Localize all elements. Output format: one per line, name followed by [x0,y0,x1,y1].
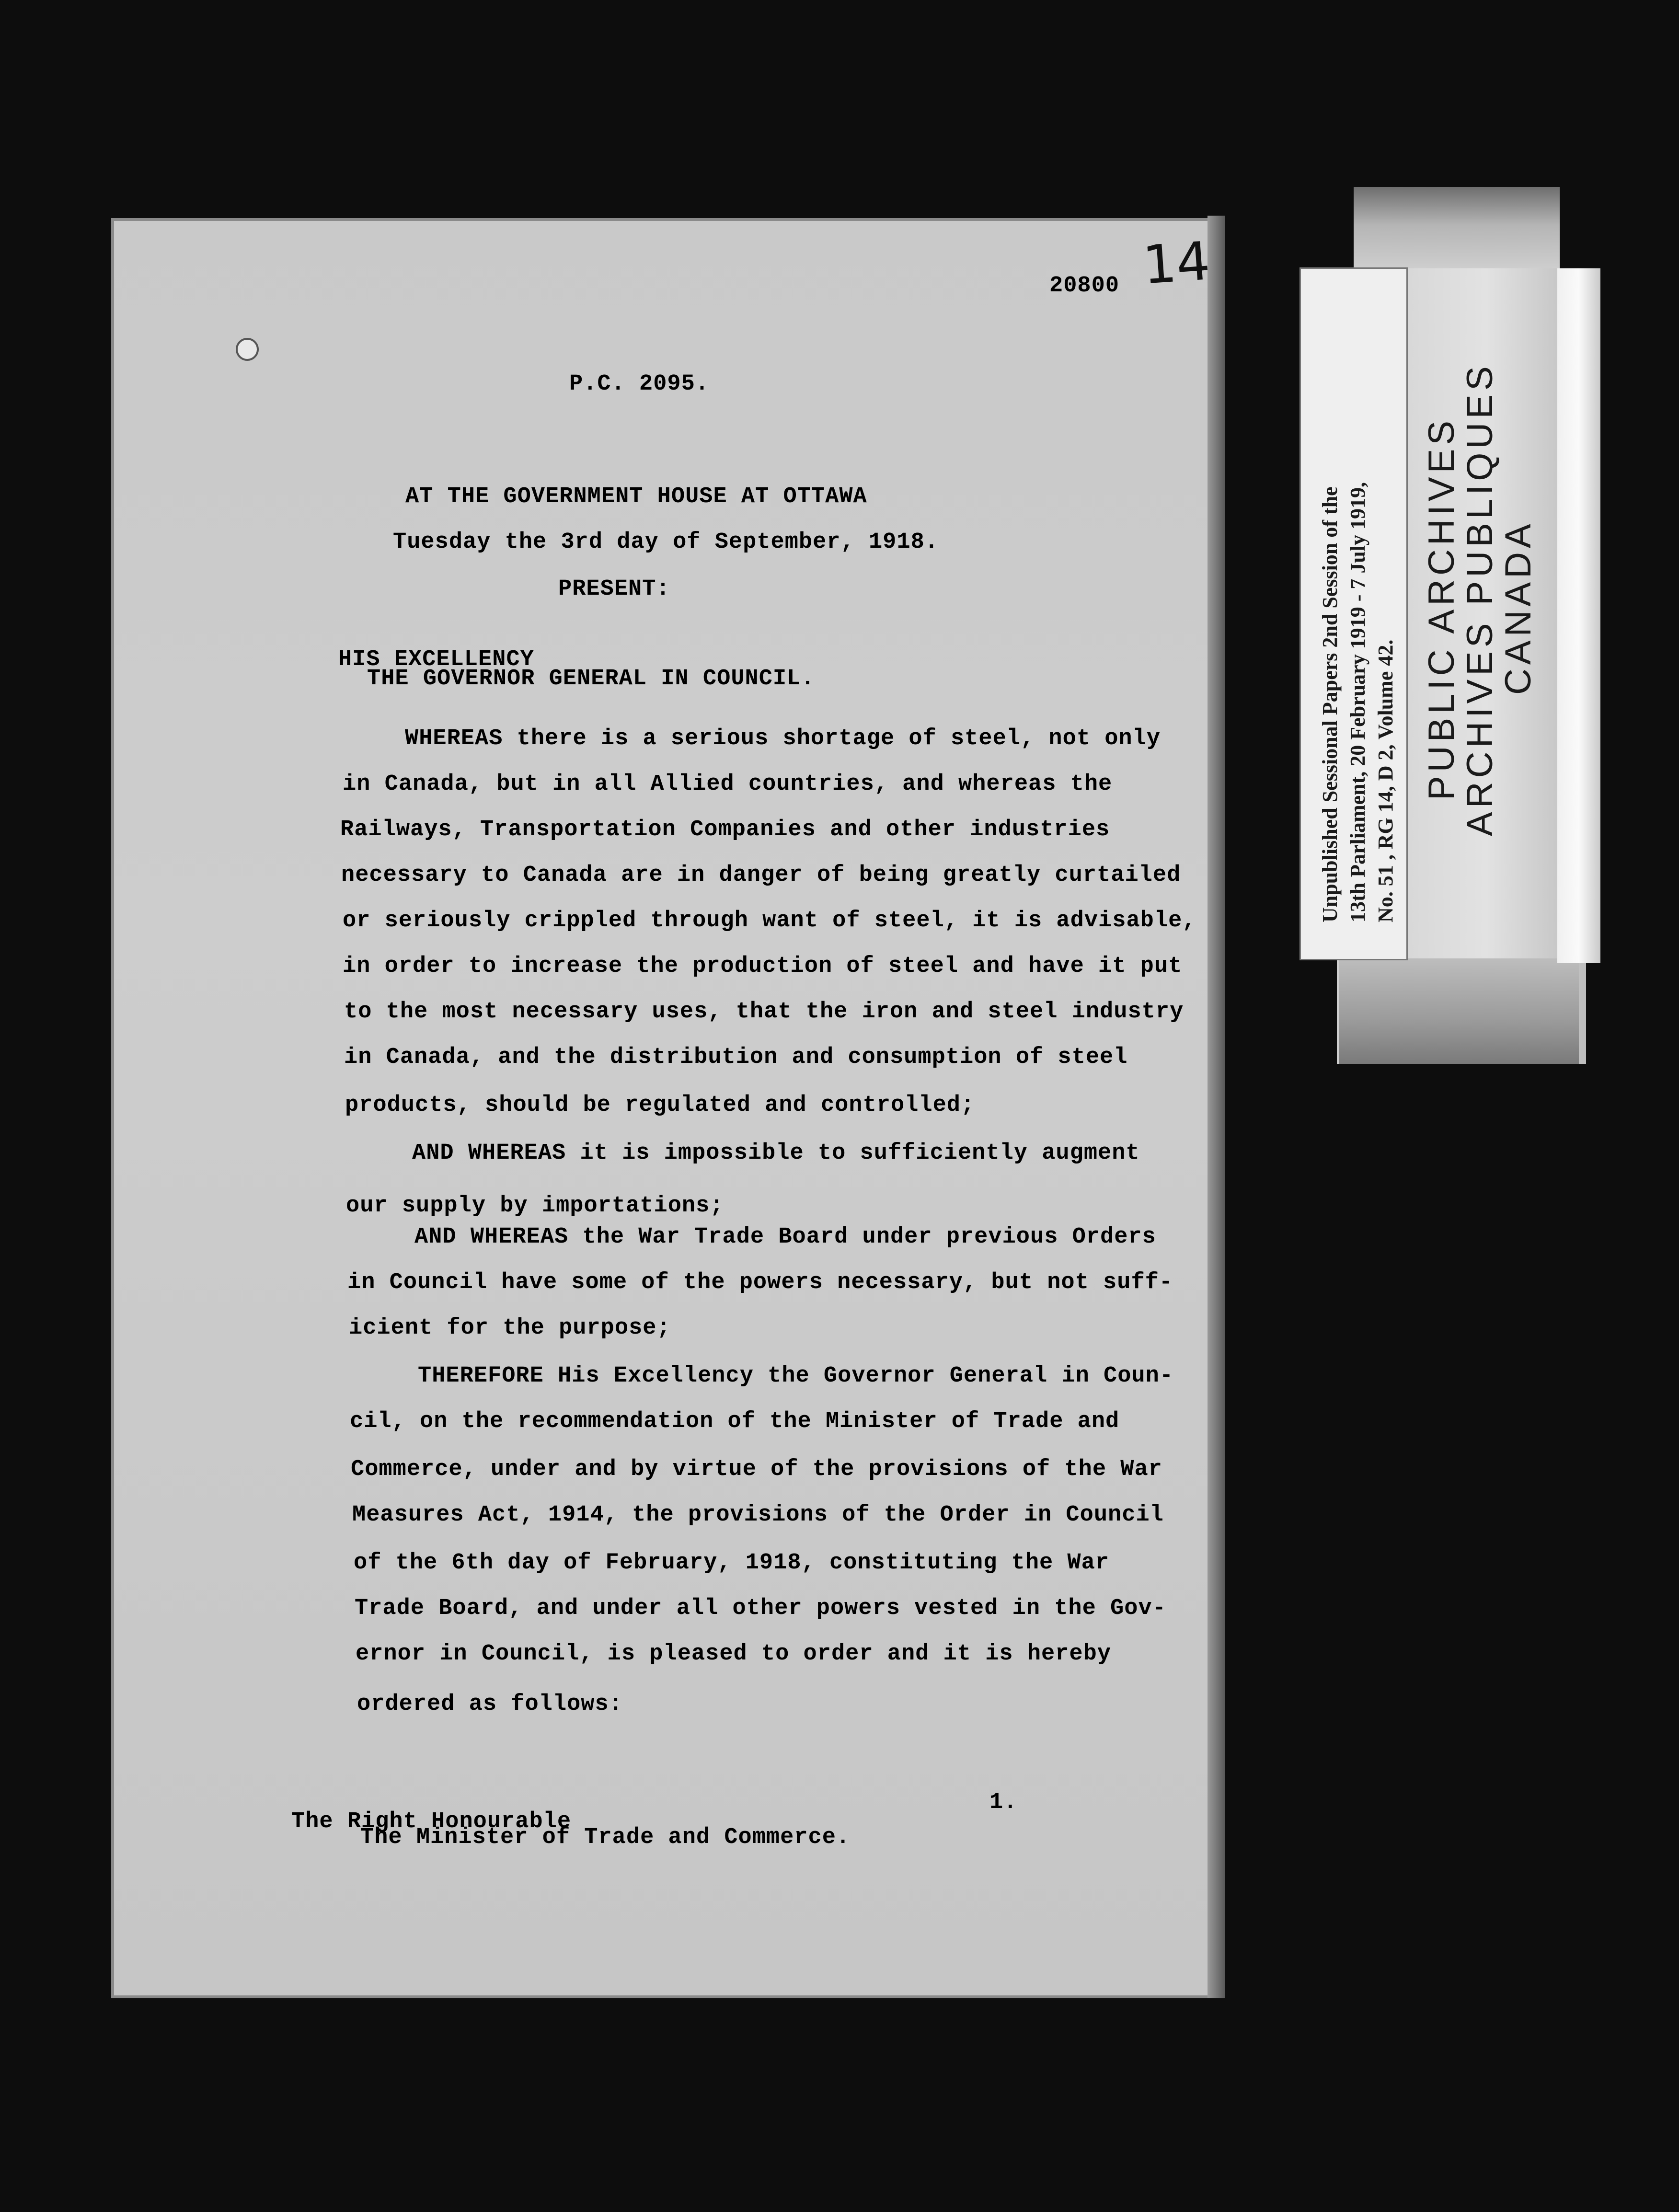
body-line: in Council have some of the powers necessary, but not suff- [347,1270,1173,1295]
body-line: products, should be regulated and controlled; [345,1093,975,1118]
body-line: to the most necessary uses, that the iron and steel industry [344,999,1184,1025]
addressee-line-2: The Minister of Trade and Commerce. [360,1825,851,1850]
body-line: necessary to Canada are in danger of being greatly curtailed [341,863,1181,888]
archive-stamp-line-1: PUBLIC ARCHIVES [1421,417,1462,800]
page-edge-shadow [1208,216,1225,1998]
addressee-line-1: The Right Honourable [291,1809,572,1834]
body-line: AND WHEREAS it is impossible to sufficiently augment [412,1141,1140,1166]
body-line: ordered as follows: [357,1692,623,1717]
archive-stamp-line-3: CANADA [1498,520,1539,695]
body-line: in Canada, but in all Allied countries, and whereas the [343,772,1113,797]
body-line: cil, on the recommendation of the Minister of Trade and [350,1409,1120,1434]
handwritten-folio-number: 14 [1140,230,1212,296]
punch-hole [236,338,259,361]
body-line: THEREFORE His Excellency the Governor General in Coun- [418,1363,1174,1389]
body-line: of the 6th day of February, 1918, constituting the War [354,1550,1110,1576]
archive-card-line-2: 13th Parliament, 20 February 1919 - 7 July 1919, [1346,482,1369,922]
body-line: Railways, Transportation Companies and other industries [340,817,1110,842]
body-line: WHEREAS there is a serious shortage of steel, not only [405,726,1161,751]
body-line: Commerce, under and by virtue of the provisions of the War [351,1457,1162,1482]
body-line: icient for the purpose; [349,1315,671,1341]
archive-tape-bottom [1339,958,1579,1064]
present-heading: PRESENT: [558,576,670,602]
archive-stamp-line-2: ARCHIVES PUBLIQUES [1460,362,1500,836]
body-line: ernor in Council, is pleased to order and it is hereby [356,1641,1112,1667]
file-number: 20800 [1049,273,1120,299]
body-line: in order to increase the production of steel and have it put [343,954,1183,979]
excellency-line-2: THE GOVERNOR GENERAL IN COUNCIL. [367,666,815,691]
venue-line: AT THE GOVERNMENT HOUSE AT OTTAWA [405,484,867,509]
body-line: in Canada, and the distribution and consumption of steel [344,1045,1128,1070]
archive-card-line-3: No. 51 , RG 14, D 2, Volume 42. [1374,639,1397,922]
date-line: Tuesday the 3rd day of September, 1918. [393,530,939,555]
body-line: Trade Board, and under all other powers vested in the Gov- [355,1596,1166,1621]
archive-card-line-1: Unpublished Sessional Papers 2nd Session of the [1318,486,1342,922]
page-number: 1. [989,1790,1018,1815]
body-line: or seriously crippled through want of steel, it is advisable, [343,908,1196,933]
excellency-line-1: HIS EXCELLENCY [338,647,534,672]
body-line: our supply by importations; [346,1193,724,1219]
archive-tape-strip [1557,268,1600,963]
body-line: AND WHEREAS the War Trade Board under previous Orders [414,1224,1156,1250]
order-number: P.C. 2095. [569,371,710,397]
body-line: Measures Act, 1914, the provisions of the Order in Council [352,1502,1164,1528]
